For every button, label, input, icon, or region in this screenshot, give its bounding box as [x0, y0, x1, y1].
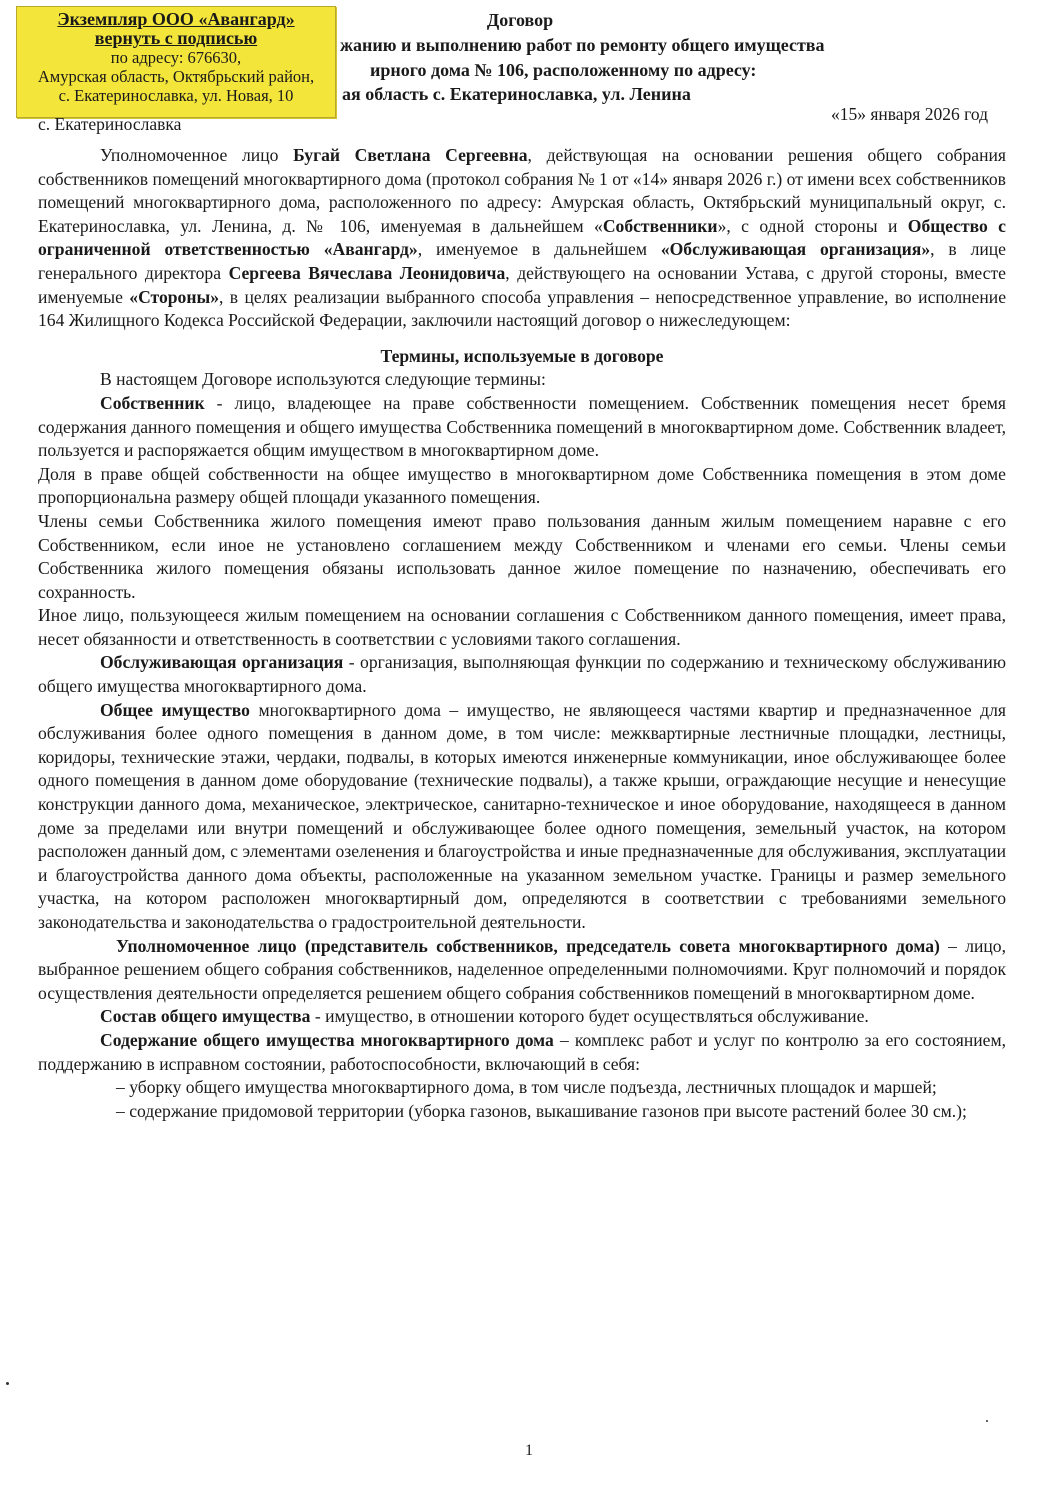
sticky-note-line: Экземпляр ООО «Авангард» — [57, 9, 295, 29]
list-item: – уборку общего имущества многоквартирного дома, в том числе подъезда, лестничных площадок и маршей; — [116, 1077, 937, 1098]
section-heading: Термины, используемые в договоре — [380, 345, 664, 366]
term-composition: Состав общего имущества - имущество, в отношении которого будет осуществляться обслуживание. — [100, 1006, 869, 1027]
term-family-paragraph: Члены семьи Собственника жилого помещения имеют право пользования данным жилым помещением наравне с его Собственником, если иное не установлено соглашением между Собственником и членами его семьи. Члены семьи Собственника жилого помещения обязаны использовать данное жилое помещение по назначению, обеспечивать его сохранность. — [38, 510, 1006, 602]
term-owner: Собственник - лицо, владеющее на праве собственности помещением. Собственник помещения несет бремя содержания данного помещения и общего имущества Собственника помещений в многоквартирном доме. Собственник владеет, пользуется и распоряжается общим имуществом в многоквартирном доме. — [38, 392, 1006, 461]
document-subtitle-line: жанию и выполнению работ по ремонту общего имущества — [340, 35, 825, 55]
contract-date: «15» января 2026 год — [830, 104, 988, 124]
contract-place: с. Екатеринославка — [38, 114, 182, 134]
sticky-note-line: по адресу: 676630, — [110, 48, 242, 67]
term-maintenance: Содержание общего имущества многоквартирного дома – комплекс работ и услуг по контролю за его состоянием, поддержанию в исправном состоянии, работоспособности, включающий в себя: — [38, 1029, 1006, 1074]
scan-speck — [986, 1420, 988, 1422]
document-subtitle-line: ирного дома № 106, расположенному по адресу: — [370, 60, 757, 80]
sticky-note-line: Амурская область, Октябрьский район, — [37, 67, 315, 86]
term-common-property: Общее имущество многоквартирного дома – имущество, не являющееся частями квартир и предназначенное для обслуживания более одного помещения в данном доме, в том числе: межквартирные лестничные площадки, лестницы, коридоры, технические этажи, чердаки, подвалы, в которых имеются инженерные коммуникации, иное обслуживающее более одного помещения в данном доме оборудование (технические подвалы), а также крыши, ограждающие несущие и ненесущие конструкции данного дома, механическое, электрическое, санитарно-техническое и иное оборудование, находящееся в данном доме за пределами или внутри помещений и обслуживающее более одного помещения, земельный участок, на котором расположен данный дом, с элементами озеленения и благоустройства и иные предназначенные для обслуживания, эксплуатации и благоустройства данного дома объекты, расположенные на указанном земельном участке. Границы и размер земельного участка, на котором расположен многоквартирный дом, определяются в соответствии с требованиями земельного законодательства и законодательства о градостроительной деятельности. — [38, 699, 1006, 932]
term-authorized-person: Уполномоченное лицо (представитель собственников, председатель совета многоквартирного дома) – лицо, выбранное решением общего собрания собственников, наделенное определенными полномочиями. Круг полномочий и порядок осуществления деятельности определяется решением общего собрания собственников помещений в многоквартирном доме. — [38, 935, 1006, 1003]
term-share-paragraph: Доля в праве общей собственности на общее имущество в многоквартирном доме Собственника помещения в этом доме пропорциональна размеру общей площади указанного помещения. — [38, 463, 1006, 508]
preamble-paragraph: Уполномоченное лицо Бугай Светлана Сергеевна, действующая на основании решения общего собрания собственников помещений многоквартирного дома (протокол собрания № 1 от «14» января 2026 г.) от имени всех собственников помещений многоквартирного дома, расположенного по адресу: Амурская область, Октябрьский муниципальный округ, с. Екатеринославка, ул. Ленина, д. № 106, именуемая в дальнейшем «Собственники», с одной стороны и Общество с ограниченной ответственностью «Авангард», именуемое в дальнейшем «Обслуживающая организация», в лице генерального директора Сергеева Вячеслава Леонидовича, действующего на основании Устава, с другой стороны, вместе именуемые «Стороны», в целях реализации выбранного способа управления – непосредственное управление, во исполнение 164 Жилищного Кодекса Российской Федерации, заключили настоящий договор о нижеследующем: — [38, 145, 1007, 331]
sticky-note-line: вернуть с подписью — [94, 28, 258, 48]
term-service-organization: Обслуживающая организация - организация, выполняющая функции по содержанию и техническому обслуживанию общего имущества многоквартирного дома. — [38, 652, 1006, 697]
list-item: – содержание придомовой территории (уборка газонов, выкашивание газонов при высоте растений более 30 см.); — [116, 1100, 967, 1121]
document-subtitle-line: ая область с. Екатеринославка, ул. Ленина — [342, 84, 691, 104]
terms-intro: В настоящем Договоре используются следующие термины: — [100, 369, 546, 390]
term-other-paragraph: Иное лицо, пользующееся жилым помещением на основании соглашения с Собственником данного помещения, имеет права, несет обязанности и ответственность в соответствии с условиями такого соглашения. — [38, 605, 1006, 649]
page-number: 1 — [525, 1442, 533, 1459]
scan-speck — [6, 1382, 9, 1385]
document-body — [38, 144, 1006, 1123]
document-title: Договор — [486, 10, 554, 30]
sticky-note-line: с. Екатеринославка, ул. Новая, 10 — [58, 86, 294, 105]
